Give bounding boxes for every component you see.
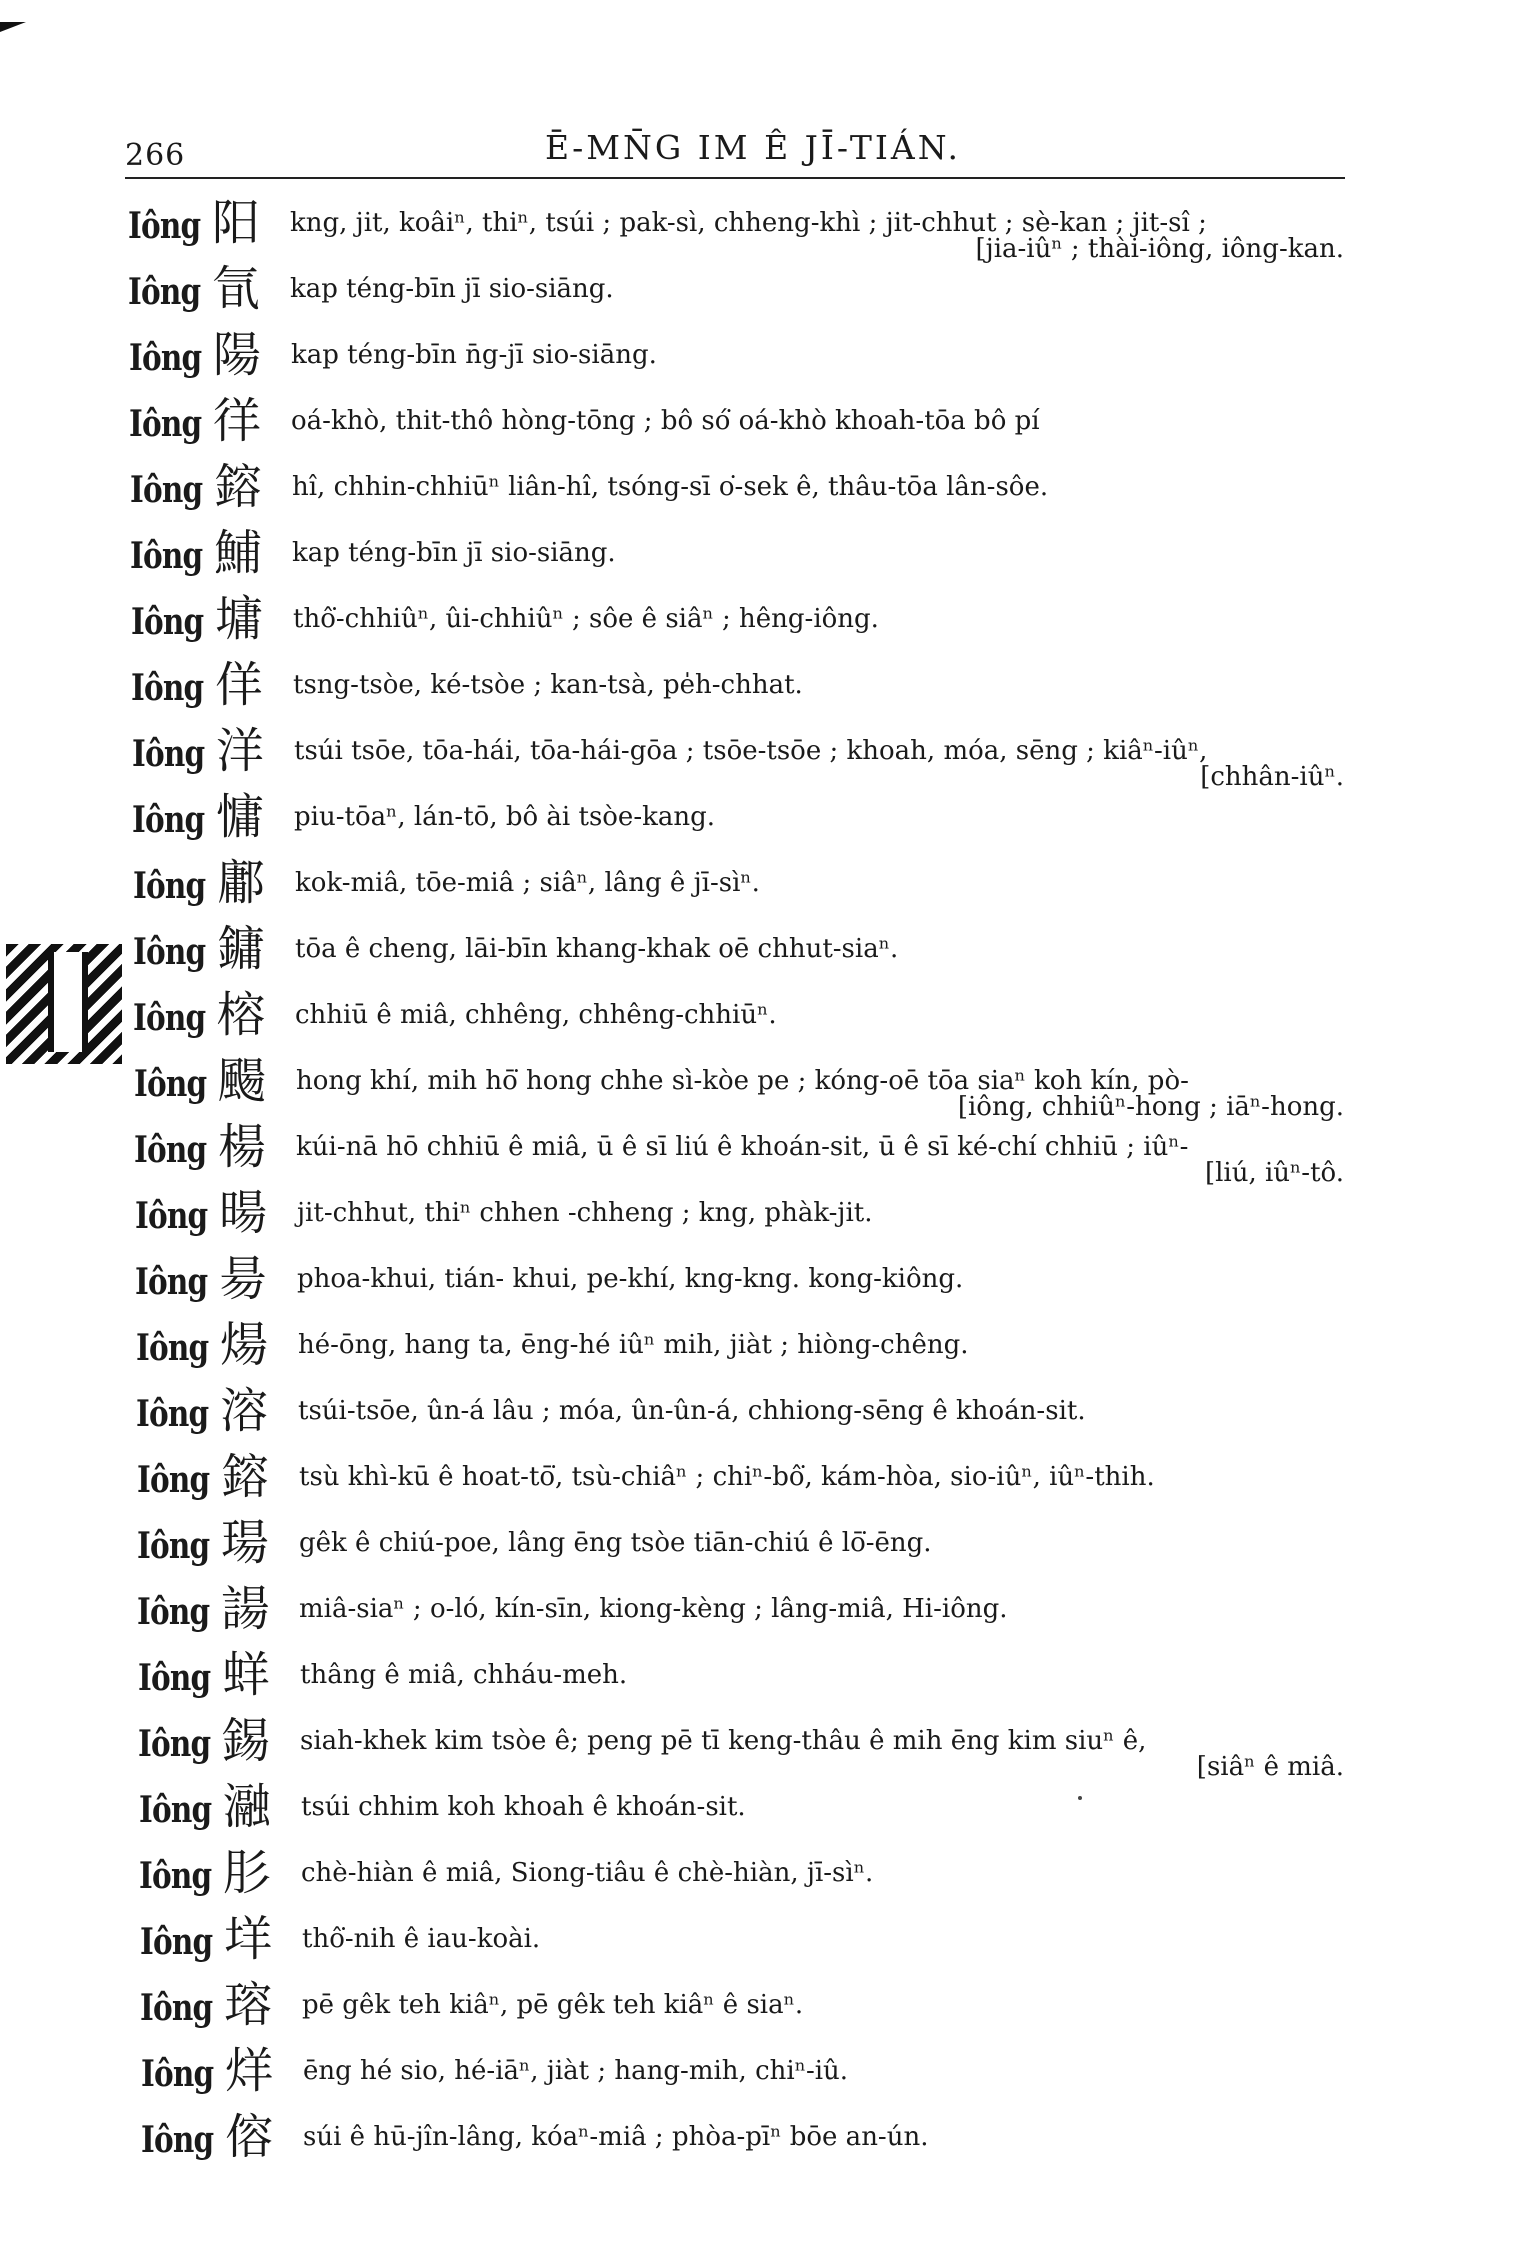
head-word: Iông [133, 931, 206, 973]
definition: thâng ê miâ, chháu-meh. [300, 1660, 628, 1690]
definition: oá-khò, thit-thô hòng-tōng ; bô só͘ oá-khò khoah-tōa bô pí [291, 406, 1040, 436]
entry [0, 1053, 1536, 1122]
definition: hong khí, mih hō͘ hong chhe sì-kòe pe ; kóng-oē tōa siaⁿ koh kín, pò- [296, 1066, 1189, 1096]
chinese-character: 颺 [218, 1053, 267, 1109]
head-word: Iông [139, 1789, 212, 1831]
definition: chhiū ê miâ, chhêng, chhêng-chhiūⁿ. [295, 1000, 777, 1030]
head-word: Iông [135, 1261, 208, 1303]
chinese-character: 鯆 [214, 525, 263, 581]
definition: súi ê hū-jîn-lâng, kóaⁿ-miâ ; phòa-pīⁿ bōe an-ún. [303, 2122, 929, 2152]
definition: hé-ōng, hang ta, ēng-hé iûⁿ mih, jiàt ; hiòng-chêng. [298, 1330, 969, 1360]
definition: kap téng-bīn jī sio-siāng. [292, 538, 616, 568]
chinese-character: 瑢 [224, 1977, 273, 2033]
entry [0, 393, 1536, 459]
entry [0, 459, 1536, 525]
chinese-character: 昜 [219, 1251, 268, 1307]
entry [0, 1119, 1536, 1188]
chinese-character: 垟 [224, 1911, 273, 1967]
entry [0, 2043, 1536, 2109]
chinese-character: 慵 [216, 789, 265, 845]
chinese-character: 瀜 [223, 1779, 272, 1835]
entry [0, 1977, 1536, 2043]
chinese-character: 洋 [216, 723, 265, 779]
page-header [125, 128, 1345, 178]
entry [0, 327, 1536, 393]
entry [0, 261, 1536, 327]
entry [0, 987, 1536, 1053]
definition: tsúi tsōe, tōa-hái, tōa-hái-gōa ; tsōe-tsōe ; khoah, móa, sēng ; kiâⁿ-iûⁿ, [294, 736, 1208, 766]
head-word: Iông [128, 205, 201, 247]
chinese-character: 溶 [220, 1383, 269, 1439]
head-word: Iông [141, 2119, 214, 2161]
entry [0, 1251, 1536, 1317]
chinese-character: 煬 [220, 1317, 269, 1373]
head-word: Iông [131, 667, 204, 709]
chinese-character: 榕 [217, 987, 266, 1043]
header-rule [125, 177, 1345, 179]
running-title: Ē-MN̄G IM Ê JĪ-TIÁN. [545, 128, 962, 167]
definition: thô͘-chhiûⁿ, ûi-chhiûⁿ ; sôe ê siâⁿ ; hêng-iông. [293, 604, 879, 634]
head-word: Iông [139, 1855, 212, 1897]
chinese-character: 肜 [223, 1845, 272, 1901]
head-word: Iông [133, 865, 206, 907]
entry [0, 1383, 1536, 1449]
entry [0, 921, 1536, 987]
chinese-character: 鎔 [221, 1449, 270, 1505]
chinese-character: 烊 [225, 2043, 274, 2099]
head-word: Iông [131, 601, 204, 643]
definition: tsúi-tsōe, ûn-á lâu ; móa, ûn-ûn-á, chhiong-sēng ê khoán-sit. [298, 1396, 1086, 1426]
definition: piu-tōaⁿ, lán-tō, bô ài tsòe-kang. [294, 802, 716, 832]
chinese-character: 諹 [221, 1581, 270, 1637]
page-number: 266 [125, 138, 186, 173]
definition: phoa-khui, tián- khui, pe-khí, kng-kng. kong-kiông. [297, 1264, 964, 1294]
entry [0, 1713, 1536, 1782]
entry [0, 723, 1536, 792]
head-word: Iông [140, 1921, 213, 1963]
definition: pē gêk teh kiâⁿ, pē gêk teh kiâⁿ ê siaⁿ. [302, 1990, 804, 2020]
chinese-character: 徉 [213, 393, 262, 449]
entry [0, 1779, 1536, 1845]
chinese-character: 阳 [212, 195, 261, 251]
chinese-character: 佯 [215, 657, 264, 713]
head-word: Iông [129, 403, 202, 445]
head-word: Iông [137, 1591, 210, 1633]
head-word: Iông [134, 1063, 207, 1105]
entry [0, 1515, 1536, 1581]
head-word: Iông [138, 1723, 211, 1765]
definition-continuation: [siâⁿ ê miâ. [1196, 1752, 1344, 1782]
definition: ēng hé sio, hé-iāⁿ, jiàt ; hang-mih, chiⁿ-iû. [303, 2056, 849, 2086]
definition: gêk ê chiú-poe, lâng ēng tsòe tiān-chiú ê lō͘-ēng. [299, 1528, 932, 1558]
chinese-character: 鏞 [217, 921, 266, 977]
entry [0, 1185, 1536, 1251]
chinese-character: 氜 [212, 261, 261, 317]
definition-continuation: [liú, iûⁿ-tô. [1204, 1158, 1344, 1188]
head-word: Iông [137, 1525, 210, 1567]
definition: miâ-siaⁿ ; o-ló, kín-sīn, kiong-kèng ; lâng-miâ, Hi-iông. [299, 1594, 1008, 1624]
definition: kok-miâ, tōe-miâ ; siâⁿ, lâng ê jī-sìⁿ. [295, 868, 760, 898]
definition: siah-khek kim tsòe ê; peng pē tī keng-thâu ê mih ēng kim siuⁿ ê, [300, 1726, 1147, 1756]
head-word: Iông [138, 1657, 211, 1699]
head-word: Iông [130, 469, 203, 511]
definition: jit-chhut, thiⁿ chhen -chheng ; kng, phàk-jit. [297, 1198, 873, 1228]
chinese-character: 暘 [219, 1185, 268, 1241]
head-word: Iông [132, 799, 205, 841]
entry [0, 1911, 1536, 1977]
head-word: Iông [140, 1987, 213, 2029]
corner-mark [0, 22, 26, 32]
head-word: Iông [137, 1459, 210, 1501]
entry [0, 525, 1536, 591]
entry [0, 2109, 1536, 2175]
entry [0, 789, 1536, 855]
entry [0, 855, 1536, 921]
head-word: Iông [130, 535, 203, 577]
entry [0, 657, 1536, 723]
definition: hî, chhin-chhiūⁿ liân-hî, tsóng-sī o͘-sek ê, thâu-tōa lân-sôe. [292, 472, 1049, 502]
chinese-character: 楊 [218, 1119, 267, 1175]
entry [0, 1581, 1536, 1647]
definition: kap téng-bīn n̄g-jī sio-siāng. [291, 340, 657, 370]
head-word: Iông [129, 337, 202, 379]
head-word: Iông [128, 271, 201, 313]
definition: kng, jit, koâiⁿ, thiⁿ, tsúi ; pak-sì, chheng-khì ; jit-chhut ; sè-kan ; jit-sî ; [290, 208, 1207, 238]
entry [0, 1317, 1536, 1383]
chinese-character: 墉 [215, 591, 264, 647]
head-word: Iông [135, 1195, 208, 1237]
entry [0, 1449, 1536, 1515]
definition-continuation: [jia-iûⁿ ; thài-iông, iông-kan. [975, 234, 1344, 264]
chinese-character: 錫 [222, 1713, 271, 1769]
entry [0, 1647, 1536, 1713]
entry [0, 1845, 1536, 1911]
chinese-character: 蛘 [222, 1647, 271, 1703]
entry [0, 591, 1536, 657]
definition: chè-hiàn ê miâ, Siong-tiâu ê chè-hiàn, jī-sìⁿ. [301, 1858, 874, 1888]
definition: tsng-tsòe, ké-tsòe ; kan-tsà, pe̍h-chhat. [293, 670, 803, 700]
chinese-character: 陽 [213, 327, 262, 383]
head-word: Iông [133, 997, 206, 1039]
chinese-character: 鎔 [214, 459, 263, 515]
head-word: Iông [136, 1327, 209, 1369]
entry [0, 195, 1536, 264]
definition: tsù khì-kū ê hoat-tō͘, tsù-chiâⁿ ; chiⁿ-bô͘, kám-hòa, sio-iûⁿ, iûⁿ-thih. [299, 1462, 1155, 1492]
definition-continuation: [chhân-iûⁿ. [1200, 762, 1344, 792]
definition: tsúi chhim koh khoah ê khoán-sit. [301, 1792, 746, 1822]
head-word: Iông [141, 2053, 214, 2095]
definition-continuation: [iông, chhiûⁿ-hong ; iāⁿ-hong. [957, 1092, 1344, 1122]
definition: kap téng-bīn jī sio-siāng. [290, 274, 614, 304]
head-word: Iông [132, 733, 205, 775]
chinese-character: 瑒 [221, 1515, 270, 1571]
head-word: Iông [136, 1393, 209, 1435]
definition: tōa ê cheng, lāi-bīn khang-khak oē chhut-siaⁿ. [295, 934, 899, 964]
chinese-character: 傛 [225, 2109, 274, 2165]
entry-list [0, 195, 1536, 2175]
chinese-character: 鄘 [217, 855, 266, 911]
definition: kúi-nā hō chhiū ê miâ, ū ê sī liú ê khoán-sit, ū ê sī ké-chí chhiū ; iûⁿ- [296, 1132, 1189, 1162]
head-word: Iông [134, 1129, 207, 1171]
definition: thô͘-nih ê iau-koài. [302, 1924, 541, 1954]
